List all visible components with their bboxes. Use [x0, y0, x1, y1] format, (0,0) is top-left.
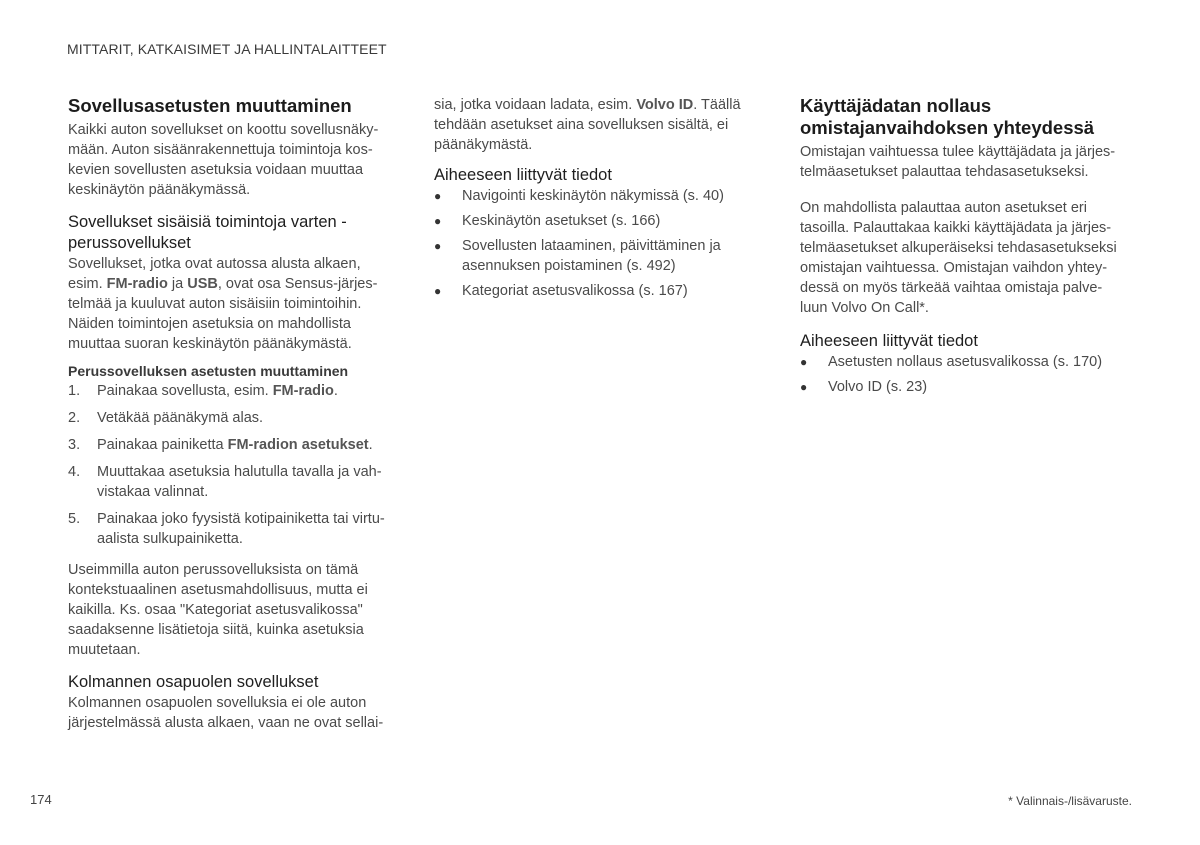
bold-term-volvo-id: Volvo ID	[636, 97, 694, 113]
text-line: telmäasetukset alkuperäiseksi tehdasasetukseksi	[800, 240, 1117, 256]
text-line: tasoilla. Palauttakaa kaikki käyttäjädata ja järjes-	[800, 220, 1112, 236]
text-line: dessä on myös tärkeää vaihtaa omistaja palve-	[800, 280, 1103, 296]
related-link-text[interactable]: Asetusten nollaus asetusvalikossa (s. 170)	[828, 354, 1103, 370]
text-line: Näiden toimintojen asetuksia on mahdollista	[68, 316, 351, 332]
related-info-title: Aiheeseen liittyvät tiedot	[800, 332, 978, 350]
step-text: Painakaa joko fyysistä kotipainiketta tai virtu- aalista sulkupainiketta.	[97, 511, 385, 547]
text-line: Omistajan vaihtuessa tulee käyttäjädata ja järjes-	[800, 144, 1116, 160]
related-link[interactable]	[434, 281, 764, 301]
subsection-title-third-party: Kolmannen osapuolen sovellukset	[68, 673, 319, 691]
text-line: muutetaan.	[68, 642, 141, 658]
text-line: tehdään asetukset aina sovelluksen sisältä, ei	[434, 117, 729, 133]
bullet-icon: ●	[800, 355, 808, 369]
related-link[interactable]	[434, 211, 764, 231]
running-header: MITTARIT, KATKAISIMET JA HALLINTALAITTEET	[67, 41, 387, 57]
step-text: Muuttakaa asetuksia halutulla tavalla ja vah- vistakaa valinnat.	[97, 464, 382, 500]
section-title-app-settings: Sovellusasetusten muuttaminen	[68, 95, 352, 116]
bold-term-usb: USB	[187, 276, 218, 292]
related-link-text[interactable]: Volvo ID (s. 23)	[828, 379, 928, 395]
text-line: Käyttäjädatan nollaus	[800, 95, 992, 116]
bullet-icon: ●	[434, 284, 442, 298]
intro-paragraph	[68, 120, 398, 200]
related-link[interactable]	[800, 352, 1140, 372]
bold-term-fm-radio: FM-radio	[106, 276, 168, 292]
text-line: omistajanvaihdoksen yhteydessä	[800, 117, 1095, 138]
step-item	[68, 408, 398, 428]
bullet-icon: ●	[800, 380, 808, 394]
text-line: On mahdollista palauttaa auton asetukset eri	[800, 200, 1087, 216]
related-link[interactable]	[800, 377, 1140, 397]
contextual-settings-paragraph	[68, 560, 398, 660]
related-link-text[interactable]: Kategoriat asetusvalikossa (s. 167)	[462, 283, 688, 299]
basic-apps-paragraph	[68, 254, 398, 354]
text-fragment: sia, jotka voidaan ladata, esim.	[434, 97, 637, 113]
reset-detail-paragraph	[800, 198, 1140, 318]
text-line: saadaksenne lisätietoja siitä, kuinka asetuksia	[68, 622, 364, 638]
step-text: Vetäkää päänäkymä alas.	[97, 410, 264, 426]
text-fragment: . Täällä	[693, 97, 741, 113]
text-fragment: ja	[167, 276, 188, 292]
procedure-steps	[68, 381, 398, 549]
subsection-title-basic-apps	[68, 212, 398, 254]
footnote: * Valinnais-/lisävaruste.	[1008, 794, 1132, 808]
related-info-title: Aiheeseen liittyvät tiedot	[434, 166, 612, 184]
text-line: telmäasetukset palauttaa tehdasasetukseksi.	[800, 164, 1089, 180]
related-link[interactable]	[434, 236, 764, 276]
page-number: 174	[30, 792, 52, 807]
text-line: Sovellukset sisäisiä toimintoja varten -	[68, 213, 347, 231]
step-text: Painakaa sovellusta, esim. FM-radio.	[97, 383, 338, 399]
text-line: Sovellukset, jotka ovat autossa alusta alkaen,	[68, 256, 361, 272]
text-fragment: esim.	[68, 276, 107, 292]
text-line: kontekstuaalinen asetusmahdollisuus, mutta ei	[68, 582, 368, 598]
step-item	[68, 435, 398, 455]
step-item	[68, 381, 398, 401]
text-fragment: , ovat osa Sensus-järjes-	[217, 276, 378, 292]
text-line: luun Volvo On Call*.	[800, 300, 929, 316]
step-number: 5.	[68, 511, 81, 527]
reset-intro-paragraph	[800, 142, 1140, 182]
text-line: kaikilla. Ks. osaa "Kategoriat asetusvalikossa"	[68, 602, 363, 618]
related-link[interactable]	[434, 186, 764, 206]
text-line: omistajan vaihtuessa. Omistajan vaihdon yhtey-	[800, 260, 1108, 276]
text-line: kevien sovellusten asetuksia voidaan muuttaa	[68, 162, 364, 178]
bullet-icon: ●	[434, 239, 442, 253]
step-number: 4.	[68, 464, 81, 480]
text-line: mään. Auton sisäänrakennettuja toimintoja kos-	[68, 142, 373, 158]
bullet-icon: ●	[434, 189, 442, 203]
related-link-text[interactable]: Navigointi keskinäytön näkymissä (s. 40)	[462, 188, 724, 204]
related-link-text[interactable]: Keskinäytön asetukset (s. 166)	[462, 213, 661, 229]
text-line: päänäkymästä.	[434, 137, 533, 153]
step-text: Painakaa painiketta FM-radion asetukset.	[97, 437, 373, 453]
text-line: järjestelmässä alusta alkaen, vaan ne ovat sellai-	[68, 715, 384, 731]
text-line: keskinäytön päänäkymässä.	[68, 182, 251, 198]
section-title-user-data-reset	[800, 95, 1140, 139]
column-3	[800, 95, 1140, 402]
step-item	[68, 509, 398, 549]
step-item	[68, 462, 398, 502]
text-line: telmää ja kuuluvat auton sisäisiin toimintoihin.	[68, 296, 362, 312]
step-number: 3.	[68, 437, 81, 453]
related-link-text[interactable]: Sovellusten lataaminen, päivittäminen ja asennuksen poistaminen (s. 492)	[462, 238, 721, 274]
text-line: perussovellukset	[68, 234, 191, 252]
third-party-paragraph	[68, 693, 398, 733]
text-line: Useimmilla auton perussovelluksista on tämä	[68, 562, 359, 578]
related-links-list	[800, 352, 1140, 397]
procedure-title: Perussovelluksen asetusten muuttaminen	[68, 363, 349, 379]
bullet-icon: ●	[434, 214, 442, 228]
text-line: Kolmannen osapuolen sovelluksia ei ole auton	[68, 695, 367, 711]
third-party-continued-paragraph	[434, 95, 764, 155]
text-line: Kaikki auton sovellukset on koottu sovellusnäky-	[68, 122, 379, 138]
column-2	[434, 95, 764, 306]
column-1	[68, 95, 398, 733]
step-number: 1.	[68, 383, 81, 399]
step-number: 2.	[68, 410, 81, 426]
related-links-list	[434, 186, 764, 301]
text-line: muuttaa suoran keskinäytön päänäkymästä.	[68, 336, 352, 352]
